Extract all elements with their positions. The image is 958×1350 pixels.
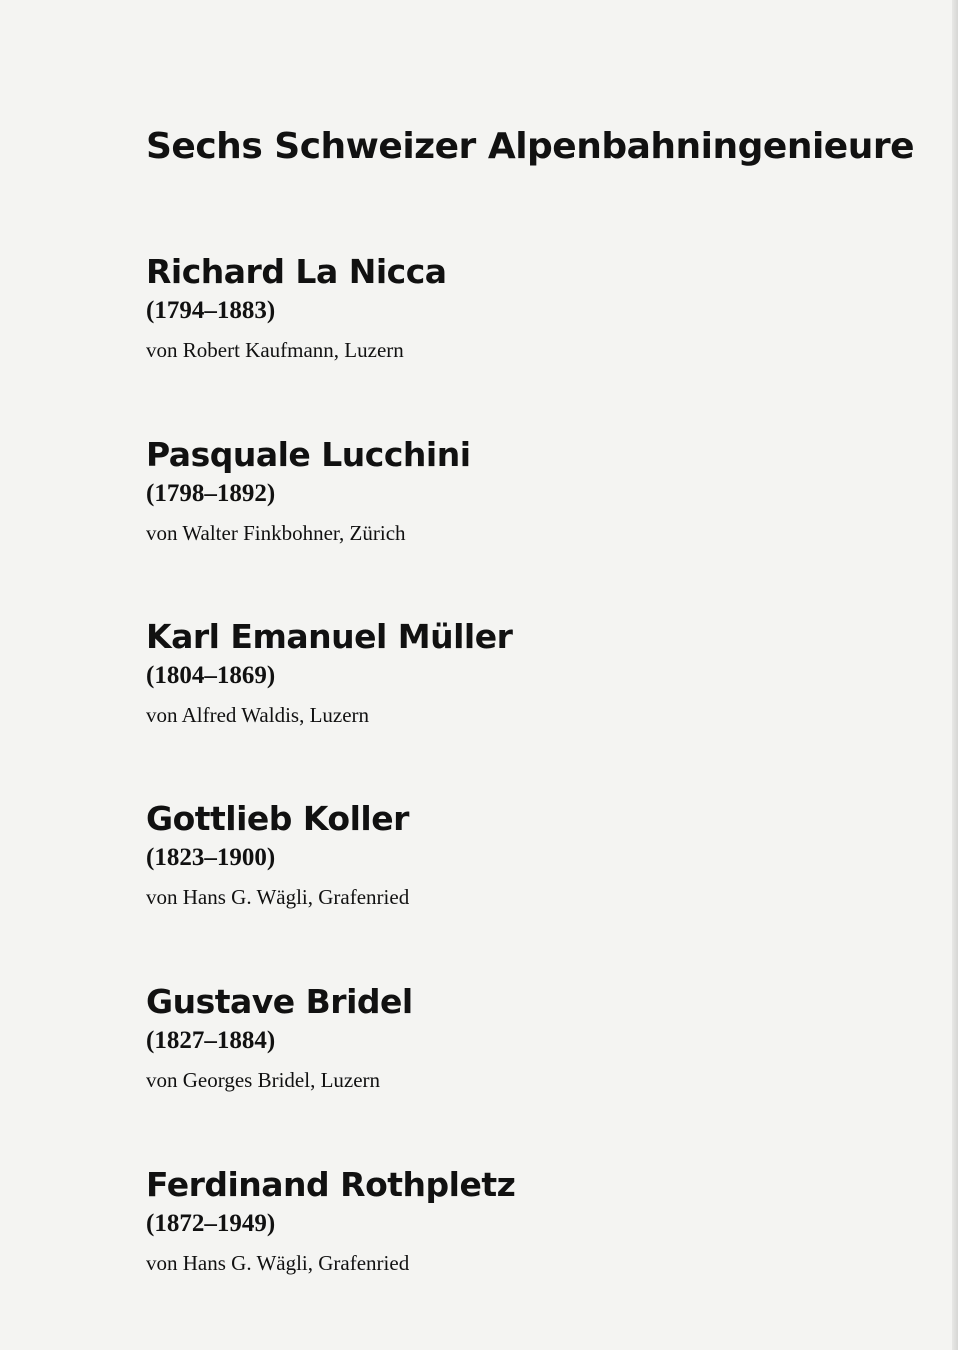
entry-rothpletz xyxy=(146,1165,906,1277)
entry-lucchini xyxy=(146,435,906,547)
chapter-author: von Hans G. Wägli, Grafenried xyxy=(146,1251,410,1275)
engineer-name: Gottlieb Koller xyxy=(146,799,409,838)
engineer-name: Pasquale Lucchini xyxy=(146,435,471,474)
engineer-years: (1804–1869) xyxy=(146,662,276,689)
chapter-author: von Georges Bridel, Luzern xyxy=(146,1068,381,1092)
chapter-author: von Robert Kaufmann, Luzern xyxy=(146,338,404,362)
entry-koller xyxy=(146,799,906,911)
engineer-name: Gustave Bridel xyxy=(146,982,413,1021)
entry-la-nicca xyxy=(146,252,906,364)
engineer-name: Karl Emanuel Müller xyxy=(146,617,513,656)
engineer-name: Ferdinand Rothpletz xyxy=(146,1165,516,1204)
page-title: Sechs Schweizer Alpenbahningenieure xyxy=(146,126,915,167)
page-edge xyxy=(952,0,958,1350)
chapter-author: von Hans G. Wägli, Grafenried xyxy=(146,885,410,909)
engineer-name: Richard La Nicca xyxy=(146,252,447,291)
engineer-years: (1827–1884) xyxy=(146,1027,276,1054)
entry-mueller xyxy=(146,617,906,729)
engineer-years: (1872–1949) xyxy=(146,1210,276,1237)
engineer-years: (1794–1883) xyxy=(146,297,276,324)
chapter-author: von Walter Finkbohner, Zürich xyxy=(146,521,406,545)
entry-bridel xyxy=(146,982,906,1094)
chapter-author: von Alfred Waldis, Luzern xyxy=(146,703,370,727)
engineer-years: (1798–1892) xyxy=(146,480,276,507)
engineer-years: (1823–1900) xyxy=(146,844,276,871)
